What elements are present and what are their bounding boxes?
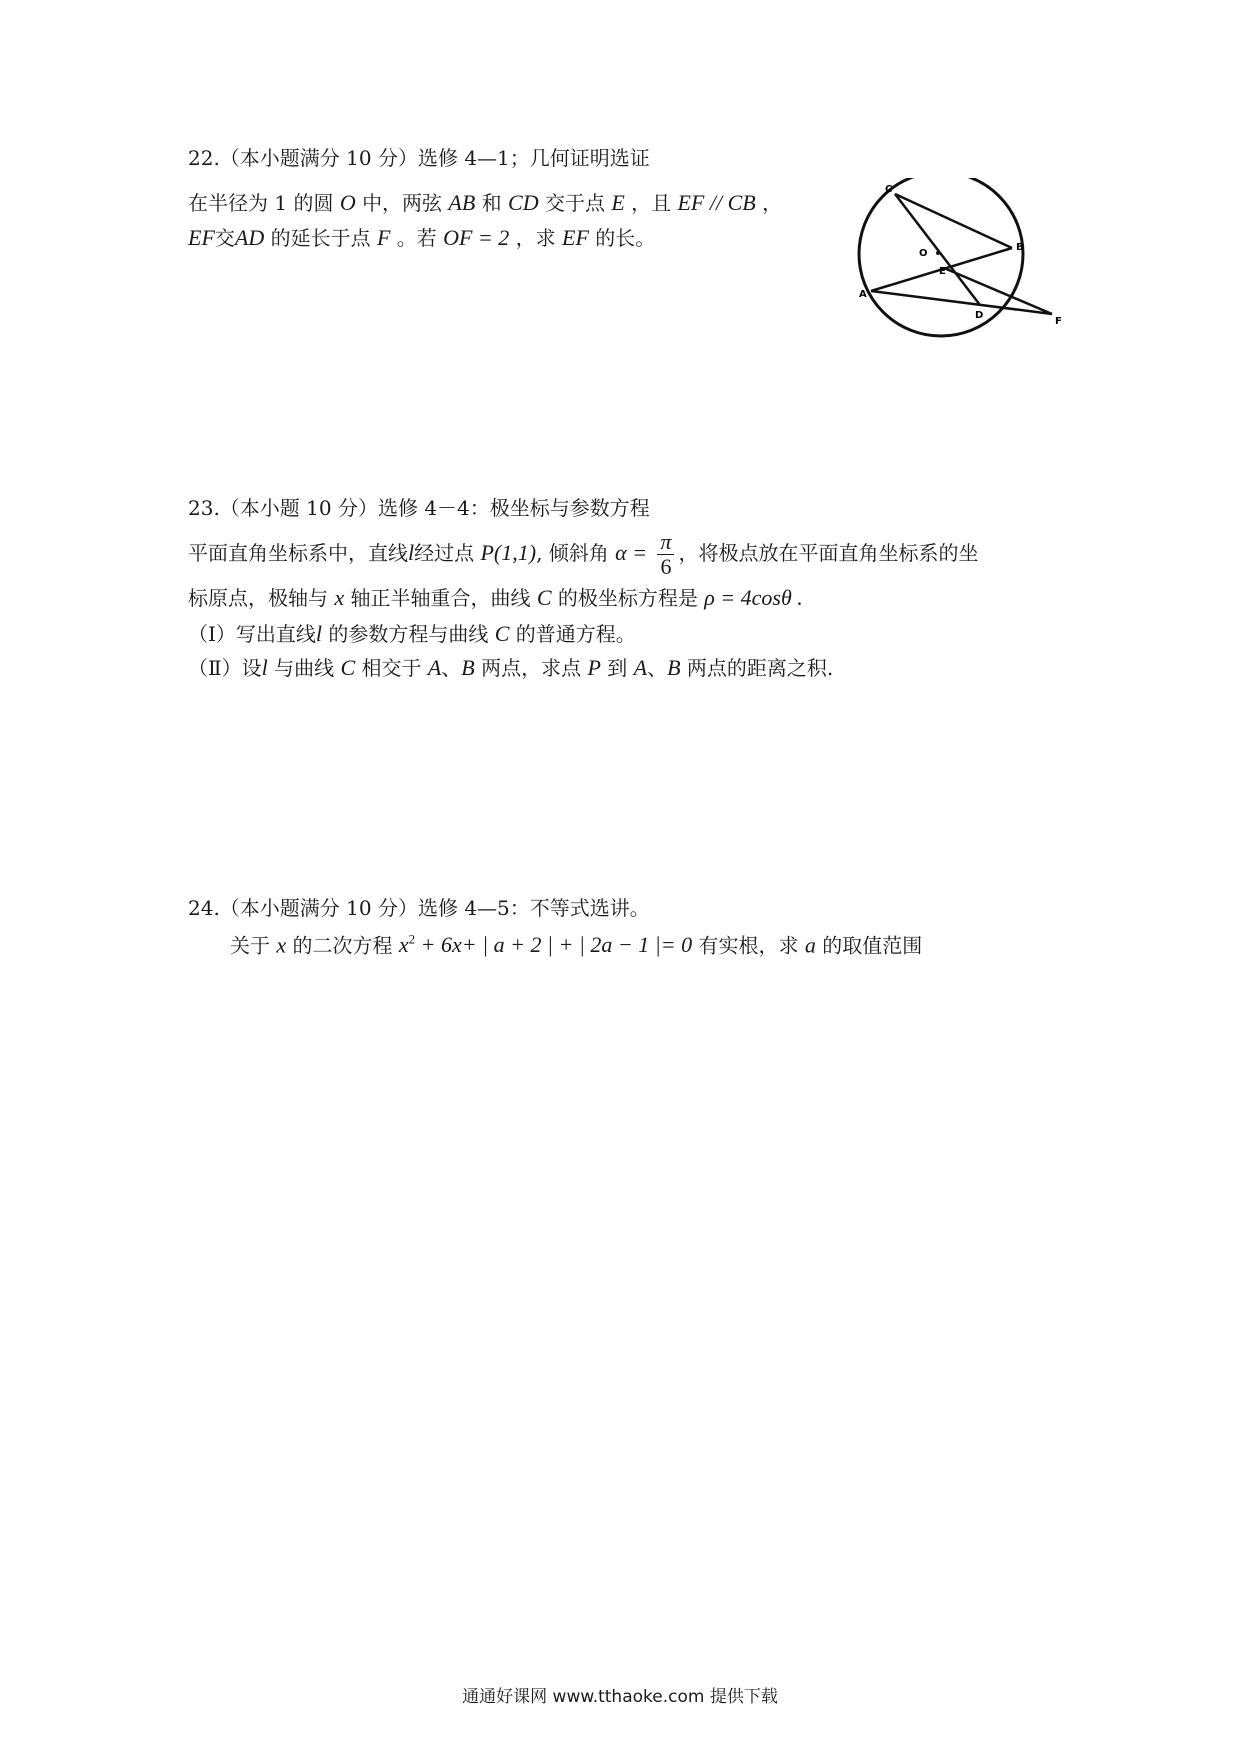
q23-p2-P: P (587, 655, 601, 680)
q23-p1-C: C (494, 621, 510, 646)
q22-t1: 在半径为 1 的圆 (188, 191, 334, 215)
q23-p1-l: l (315, 621, 323, 646)
q24-t3: 有实根，求 (698, 933, 799, 958)
label-B: B (1016, 242, 1024, 253)
label-A: A (859, 289, 867, 300)
q23-pi: π (657, 530, 674, 555)
q23-p2-t3: 到 (607, 656, 628, 680)
q24-eq-rest: + 6x+ | a + 2 | + | 2a − 1 |= 0 (415, 932, 693, 958)
q23-six: 6 (660, 554, 672, 580)
q22-t9: 。若 (396, 226, 437, 250)
q23-rho-eq: ρ = 4cosθ . (704, 585, 803, 610)
q22-AB: AB (448, 190, 476, 215)
q22-t3: 和 (481, 191, 502, 215)
q22-EF2: EF (562, 225, 589, 250)
q23-p2-end: 两点的距离之积. (686, 656, 834, 680)
point-O (936, 251, 940, 255)
q23-t2: 经过点 (414, 541, 475, 566)
label-F: F (1055, 316, 1062, 327)
q23-x: x (334, 585, 345, 610)
q23-p1-end: 的普通方程。 (515, 622, 636, 646)
q23-p2-l: l (261, 655, 268, 680)
q24-eq-x: x (398, 932, 409, 958)
q24-line1 (230, 920, 922, 965)
q22-text-line1 (188, 183, 782, 223)
q23-p2-pre: （Ⅱ）设 (188, 656, 262, 680)
q23-t6: 轴正半轴重合，曲线 (350, 586, 531, 610)
q22-O: O (339, 190, 356, 215)
q22-header: 22.（本小题满分 10 分）选修 4—1；几何证明选证 (188, 146, 650, 170)
question-23 (188, 488, 650, 528)
q23-line1 (188, 530, 978, 579)
q24-t1: 关于 (230, 933, 270, 958)
q22-t2: 中，两弦 (362, 191, 443, 215)
figure-circle (859, 178, 1023, 336)
label-D: D (975, 310, 984, 321)
q23-C1: C (536, 585, 552, 610)
q23-header: 23.（本小题 10 分）选修 4－4：极坐标与参数方程 (188, 496, 650, 520)
q22-t7: 交 (214, 226, 235, 250)
q23-line2 (188, 578, 803, 618)
q23-p2-B: B (461, 655, 475, 680)
q23-p2-C: C (340, 655, 356, 680)
chord-CD (895, 194, 980, 305)
page-footer: 通通好课网 www.tthaoke.com 提供下载 (462, 1687, 778, 1707)
q22-text-line2 (188, 218, 655, 258)
q22-t8: 的延长于点 (270, 226, 371, 250)
q24-t4: 的取值范围 (822, 933, 923, 958)
q22-CD: CD (508, 190, 539, 215)
label-E: E (939, 266, 946, 277)
q23-p2-sep1: 、 (441, 656, 462, 680)
question-22 (188, 138, 650, 178)
q23-alpha-eq: α = (615, 540, 648, 566)
q22-t6: ， (762, 191, 783, 215)
q22-t4: 交于点 (544, 191, 605, 215)
q23-p2-sep2: 、 (647, 656, 668, 680)
q24-eq-sup: 2 (408, 932, 416, 947)
chord-CB (895, 194, 1012, 248)
q24-equation (399, 932, 692, 957)
q23-p2-t2: 两点，求点 (481, 656, 582, 680)
q23-p2-A: A (427, 655, 442, 680)
q24-t2: 的二次方程 (292, 933, 393, 958)
q22-OF2: OF = 2 (443, 225, 510, 250)
q22-AD: AD (234, 225, 265, 250)
q23-p2-t: 相交于 (361, 656, 422, 680)
q23-t1: 平面直角坐标系中，直线 (188, 541, 408, 566)
q22-t5: ，且 (631, 191, 672, 215)
q22-EF: EF (188, 225, 215, 250)
q23-p1-mid: 的参数方程与曲线 (328, 622, 489, 646)
q22-EF-par-CB: EF // CB (677, 190, 756, 215)
q24-a: a (804, 932, 816, 958)
q23-l: l (408, 540, 415, 566)
q23-part2 (188, 648, 833, 688)
q23-p2-mid: 与曲线 (274, 656, 335, 680)
q23-t5: 标原点，极轴与 (188, 586, 328, 610)
q23-pi-over-6 (657, 530, 674, 579)
q23-p2-B2: B (667, 655, 681, 680)
q24-x: x (276, 932, 287, 958)
q23-t4: ，将极点放在平面直角坐标系的坐 (678, 541, 979, 566)
q22-F: F (376, 225, 391, 250)
q24-header: 24.（本小题满分 10 分）选修 4—5：不等式选讲。 (188, 896, 650, 920)
q23-p2-A2: A (633, 655, 648, 680)
q22-t11: 的长。 (595, 226, 656, 250)
q22-E: E (611, 190, 625, 215)
q23-P11: P(1,1) (480, 540, 537, 566)
q22-circle-figure (855, 178, 1085, 338)
q23-t7: 的极坐标方程是 (557, 586, 698, 610)
label-C: C (885, 184, 893, 195)
label-O: O (919, 248, 928, 259)
q22-t10: ，求 (515, 226, 556, 250)
q23-p1-pre: （Ⅰ）写出直线 (188, 622, 316, 646)
q23-t3: , 倾斜角 (536, 541, 609, 566)
